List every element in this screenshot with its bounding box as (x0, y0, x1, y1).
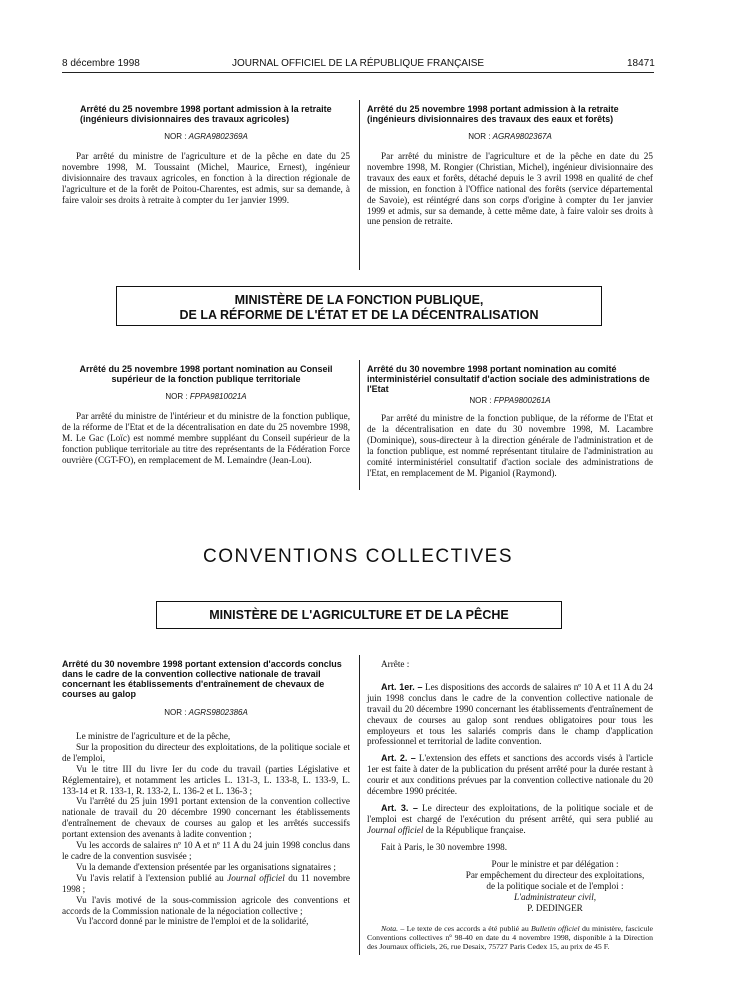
article-extension-accords-cont (367, 659, 653, 951)
header-page-number: 18471 (627, 58, 655, 69)
paragraph: Vu les accords de salaires nº 10 A et nº 11 A du 24 juin 1998 conclus dans le cadre de la convention susvisée ; (62, 840, 350, 861)
article-title: Arrêté du 30 novembre 1998 portant nomination au comité interministériel consultatif d'action sociale des administrations de l'Etat (367, 364, 650, 394)
paragraph: Vu la demande d'extension présentée par les organisations signataires ; (76, 861, 336, 872)
ministry-box-agriculture (156, 601, 562, 629)
signature-block (367, 859, 653, 914)
ministry-line-1: MINISTÈRE DE LA FONCTION PUBLIQUE, (234, 293, 484, 307)
ministry-line-2: DE LA RÉFORME DE L'ÉTAT ET DE LA DÉCENTRALISATION (179, 308, 539, 322)
nor-reference: NOR : FPPA9800261A (469, 396, 551, 405)
article-3: Art. 3. – Le directeur des exploitations, de la politique sociale et de l'emploi est chargé de l'exécution du présent arrêté, qui sera publié au Journal officiel de la République française. (367, 802, 653, 835)
signature-line: Pour le ministre et par délégation : (491, 858, 619, 869)
section-heading: CONVENTIONS COLLECTIVES (202, 546, 514, 567)
article-body: Par arrêté du ministre de l'agriculture et de la pêche en date du 25 novembre 1998, M. Toussaint (Michel, Maurice, Ernest), ingénieur divisionnaire des travaux agricoles, en fonction à la direction régionale de l'agriculture et de la forêt de Poitou-Charentes, est admis, sur sa demande, à faire valoir ses droits à retraite à compter du 1er janvier 1999. (62, 151, 350, 205)
article-2: Art. 2. – L'extension des effets et sanctions des accords visés à l'article 1er est faite à dater de la publication du présent arrêté pour la durée restant à courir et aux conditions prévues par la convention collective nationale du 20 décembre 1990 précitée. (367, 753, 653, 797)
ministry-line-1: MINISTÈRE DE L'AGRICULTURE ET DE LA PÊCHE (209, 608, 509, 622)
nor-reference: NOR : AGRA9802367A (468, 132, 552, 141)
article-nomination-conseil (62, 364, 350, 466)
article-nomination-comite (367, 364, 653, 478)
article-title: Arrêté du 30 novembre 1998 portant extension d'accords conclus dans le cadre de la convention collective nationale de travail concernant les établissements d'entraînement de chevaux de courses au galop (62, 659, 342, 699)
paragraph: Vu l'accord donné par le ministre de l'emploi et de la solidarité, (76, 916, 309, 927)
article-body: Par arrêté du ministre de la fonction publique, de la réforme de l'Etat et de la décentralisation en date du 30 novembre 1998, M. Lacambre (Dominique), sous-directeur à la direction générale de l'administration et de la fonction publique, est nommé représentant titulaire de l'administration au comité interministériel consultatif d'action sociale des administrations de l'Etat, en remplacement de M. Piganiol (Raymond). (367, 413, 653, 478)
article-title: Arrêté du 25 novembre 1998 portant nomination au Conseil supérieur de la fonction publique territoriale (79, 364, 333, 384)
column-divider (359, 655, 360, 955)
article-1: Art. 1er. – Les dispositions des accords de salaires nº 10 A et 11 A du 24 juin 1998 conclus dans le cadre de la convention collective nationale de travail du 20 décembre 1990 concernant les établissements d'entraînement de chevaux de courses au galop sont rendues obligatoires pour tous les employeurs et tous les salariés compris dans le champ d'application professionnel et territorial de ladite convention. (367, 681, 653, 747)
article-extension-accords (62, 659, 350, 927)
signature-line: L'administrateur civil, (513, 891, 597, 902)
paragraph: Vu l'arrêté du 25 juin 1991 portant extension de la convention collective nationale de travail du 20 décembre 1990 concernant les établissements d'entraînement de chevaux de courses au galop et les arrêtés successifs portant extension des avenants à ladite convention ; (62, 796, 350, 840)
article-body (62, 731, 350, 927)
ministry-box-fonction-publique (116, 286, 602, 326)
article-title: Arrêté du 25 novembre 1998 portant admission à la retraite (ingénieurs divisionnaires des travaux agricoles) (80, 104, 332, 124)
column-divider (359, 100, 360, 270)
paragraph: Vu l'avis relatif à l'extension publié au Journal officiel du 11 novembre 1998 ; (62, 872, 351, 894)
article-body: Par arrêté du ministre de l'intérieur et du ministre de la fonction publique, de la réforme de l'Etat et de la décentralisation en date du 25 novembre 1998, M. Le Gac (Loïc) est nommé membre suppléant du Conseil supérieur de la fonction publique territoriale au titre des représentants de la Fédération Force ouvrière (CGT-FO), en remplacement de M. Lemaindre (Jean-Lou). (62, 411, 350, 465)
nor-reference: NOR : AGRA9802369A (164, 132, 248, 141)
paragraph: Vu l'avis motivé de la sous-commission agricole des conventions et accords de la Commission nationale de la négociation collective ; (62, 894, 350, 916)
nota-note: Nota. – Le texte de ces accords a été publié au Bulletin officiel du ministère, fascicule Conventions collectives nº 98-40 en date du 4 novembre 1998, disponible à la Direction des Journaux officiels, 26, rue Desaix, 75727 Paris Cedex 15, au prix de 45 F. (367, 923, 653, 951)
arrete-label: Arrête : (381, 659, 410, 669)
paragraph: Vu le titre III du livre Ier du code du travail (parties Législative et Réglementaire), et notamment les articles L. 131-3, L. 133-8, L. 133-9, L. 133-14 et R. 133-1, R. 133-2, L. 136-2 et L. 136-3 ; (62, 763, 350, 796)
header-date: 8 décembre 1998 (62, 58, 140, 69)
signatory-name: P. DEDINGER (527, 902, 583, 913)
paragraph: Le ministre de l'agriculture et de la pêche, (76, 731, 231, 741)
nor-reference: NOR : AGRS9802386A (164, 708, 248, 717)
nor-reference: NOR : FPPA9810021A (165, 392, 247, 401)
header-journal: JOURNAL OFFICIEL DE LA RÉPUBLIQUE FRANÇAISE (232, 58, 485, 69)
article-retraite-eaux-forets (367, 104, 653, 227)
article-body: Par arrêté du ministre de l'agriculture et de la pêche en date du 25 novembre 1998, M. Rongier (Christian, Michel), ingénieur divisionnaire des travaux des eaux et forêts, détaché depuis le 3 avril 1998 en qualité de chef de mission, en fonction à l'Office national des forêts (service départemental de Savoie), est réintégré dans son corps d'origine à compter du 1er janvier 1999 et admis, sur sa demande, à cette même date, à faire valoir ses droits à une pension de retraite. (367, 151, 653, 227)
header-rule (62, 72, 654, 73)
paragraph: Sur la proposition du directeur des exploitations, de la politique sociale et de l'emploi, (62, 741, 350, 763)
article-title: Arrêté du 25 novembre 1998 portant admission à la retraite (ingénieurs divisionnaires des travaux des eaux et forêts) (367, 104, 619, 124)
article-retraite-agricoles (62, 104, 350, 206)
column-divider (359, 360, 360, 490)
fait-a-paris: Fait à Paris, le 30 novembre 1998. (381, 841, 508, 852)
signature-line: de la politique sociale et de l'emploi : (486, 880, 624, 891)
signature-line: Par empêchement du directeur des exploitations, (465, 869, 645, 880)
